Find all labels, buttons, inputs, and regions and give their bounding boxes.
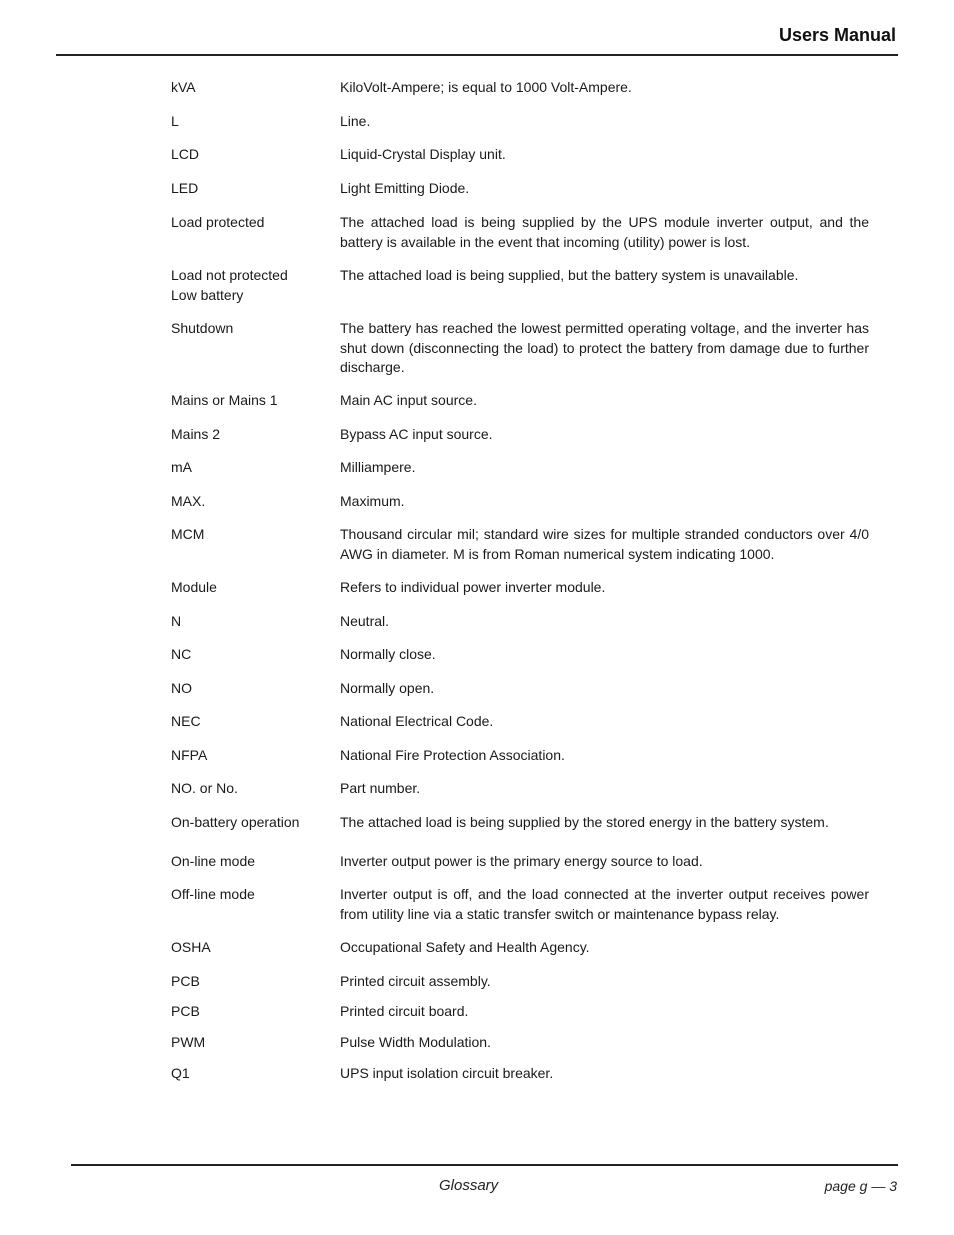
glossary-definition: National Electrical Code. [340, 713, 494, 729]
glossary-term: LED [171, 180, 199, 196]
glossary-definition: Part number. [340, 780, 421, 796]
glossary-definition: UPS input isolation circuit breaker. [340, 1065, 554, 1081]
glossary-term: On-line mode [171, 853, 256, 869]
glossary-term: PWM [171, 1034, 206, 1050]
glossary-term: NEC [171, 713, 201, 729]
glossary-definition: Main AC input source. [340, 392, 477, 408]
glossary-term: PCB [171, 1003, 200, 1019]
glossary-definition: The attached load is being supplied, but the battery system is unavailable. [340, 267, 799, 283]
glossary-term: On-battery operation [171, 814, 300, 830]
glossary-definition: Bypass AC input source. [340, 426, 493, 442]
glossary-term: PCB [171, 973, 200, 989]
glossary-term: Q1 [171, 1065, 190, 1081]
glossary-definition: Milliampere. [340, 459, 416, 475]
glossary-term: Module [171, 579, 217, 595]
glossary-term: MCM [171, 526, 205, 542]
glossary-definition: Neutral. [340, 613, 390, 629]
header-divider [56, 54, 898, 56]
glossary-term: NO. or No. [171, 780, 238, 796]
glossary-definition: Occupational Safety and Health Agency. [340, 939, 590, 955]
glossary-term: NO [171, 680, 192, 696]
glossary-definition: National Fire Protection Association. [340, 747, 565, 763]
page-header-title: Users Manual [778, 25, 896, 45]
glossary-definition: Normally close. [340, 646, 436, 662]
glossary-term: kVA [171, 79, 196, 95]
glossary-term: Shutdown [171, 320, 234, 336]
glossary-term: Mains 2 [171, 426, 221, 442]
glossary-definition: Liquid-Crystal Display unit. [340, 146, 506, 162]
glossary-definition: Inverter output is off, and the load connected at the inverter output receives power from utility line via a static transfer switch or maintenance bypass relay. [340, 886, 869, 922]
glossary-definition: Printed circuit board. [340, 1003, 469, 1019]
glossary-definition: Light Emitting Diode. [340, 180, 470, 196]
glossary-definition: KiloVolt-Ampere; is equal to 1000 Volt-Ampere. [340, 79, 632, 95]
glossary-term: NFPA [171, 747, 208, 763]
glossary-definition: The attached load is being supplied by the stored energy in the battery system. [340, 814, 829, 830]
glossary-definition: The attached load is being supplied by the UPS module inverter output, and the battery is available in the event that incoming (utility) power is lost. [340, 214, 869, 250]
footer-divider [71, 1164, 898, 1166]
page-number: page g — 3 [824, 1178, 897, 1194]
glossary-definition: Pulse Width Modulation. [340, 1034, 491, 1050]
glossary-term: NC [171, 646, 192, 662]
glossary-term: Load protected [171, 214, 265, 230]
glossary-term: Load not protected Low battery [171, 267, 288, 303]
glossary-term: MAX. [171, 493, 206, 509]
footer-section-title: Glossary [439, 1177, 499, 1194]
glossary-term: N [171, 613, 182, 629]
glossary-definition: Maximum. [340, 493, 405, 509]
glossary-term: Off-line mode [171, 886, 255, 902]
glossary-term: mA [171, 459, 192, 475]
glossary-definition: The battery has reached the lowest permitted operating voltage, and the inverter has shut down (disconnecting the load) to protect the battery from damage due to further discharge. [340, 320, 869, 375]
glossary-definition: Inverter output power is the primary energy source to load. [340, 853, 703, 869]
glossary-definition: Normally open. [340, 680, 435, 696]
glossary-term: Mains or Mains 1 [171, 392, 278, 408]
glossary-term: OSHA [171, 939, 211, 955]
glossary-definition: Line. [340, 113, 371, 129]
glossary-term: LCD [171, 146, 200, 162]
glossary-term: L [171, 113, 179, 129]
glossary-definition: Thousand circular mil; standard wire sizes for multiple stranded conductors over 4/0 AWG in diameter. M is from Roman numerical system indicating 1000. [340, 526, 869, 562]
glossary-definition: Refers to individual power inverter module. [340, 579, 606, 595]
glossary-definition: Printed circuit assembly. [340, 973, 491, 989]
